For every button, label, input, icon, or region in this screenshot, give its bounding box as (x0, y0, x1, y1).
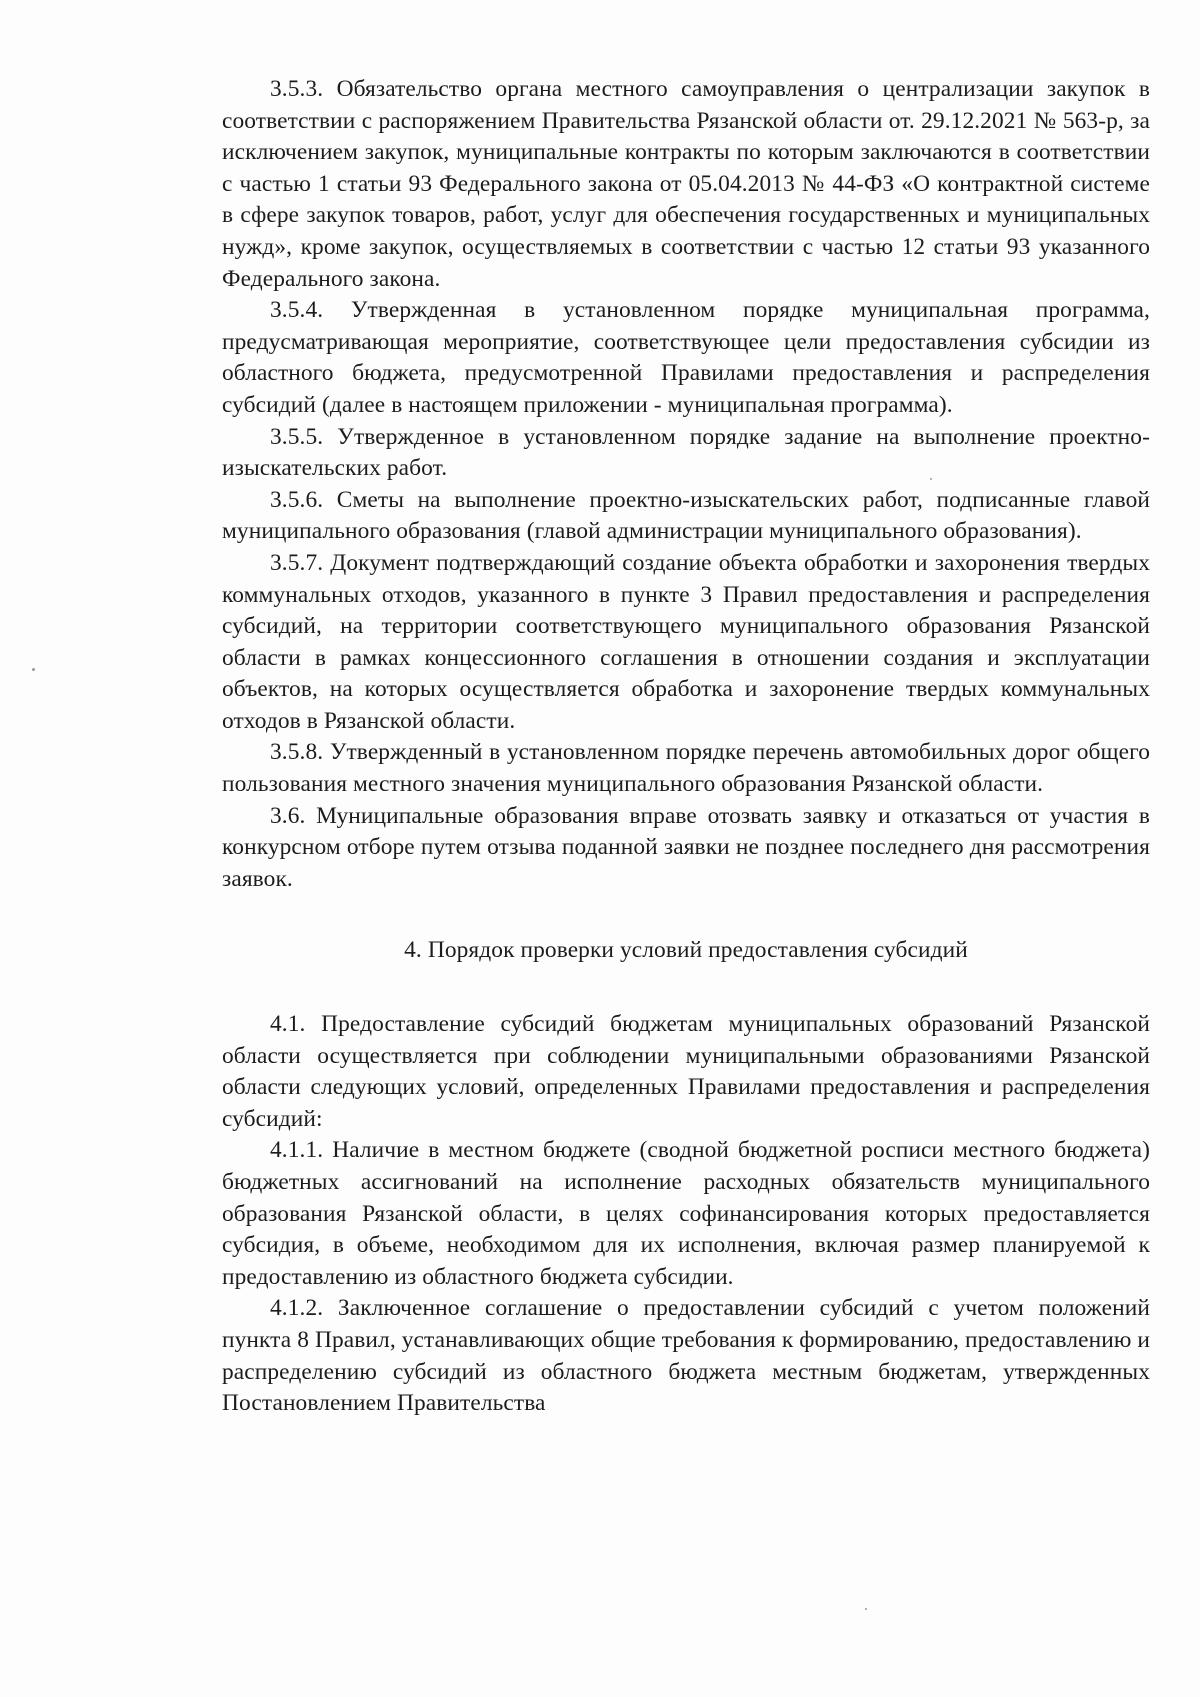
paragraph-3-5-6: 3.5.6. Сметы на выполнение проектно-изыскательских работ, подписанные главой муниципального образования (главой администрации муниципального образования). (222, 486, 1150, 545)
paragraph-4-1: 4.1. Предоставление субсидий бюджетам муниципальных образований Рязанской области осуществляется при соблюдении муниципальными образованиями Рязанской области следующих условий, определенных Правилами предоставления и распределения субсидий: (222, 1011, 1150, 1132)
paragraph-4-1-2: 4.1.2. Заключенное соглашение о предоставлении субсидий с учетом положений пункта 8 Правил, устанавливающих общие требования к формированию, предоставлению и распределению субсидий из областного бюджета местным бюджетам, утвержденных Постановлением Правительства (222, 1295, 1150, 1417)
paragraph-3-5-3: 3.5.3. Обязательство органа местного самоуправления о централизации закупок в соответствии с распоряжением Правительства Рязанской области от. 29.12.2021 № 563-р, за исключением закупок, муниципальные контракты по которым заключаются в соответствии с частью 1 статьи 93 Федерального закона от 05.04.2013 № 44-ФЗ «О контрактной системе в сфере закупок товаров, работ, услуг для обеспечения государственных и муниципальных нужд», кроме закупок, осуществляемых в соответствии с частью 12 статьи 93 указанного Федерального закона. (222, 76, 1150, 292)
section-heading: 4. Порядок проверки условий предоставления субсидий (404, 937, 968, 964)
scan-speck (32, 668, 35, 671)
paragraph-3-5-4: 3.5.4. Утвержденная в установленном порядке муниципальная программа, предусматривающая мероприятие, соответствующее цели предоставления субсидии из областного бюджета, предусмотренной Правилами предоставления и распределения субсидий (далее в настоящем приложении - муниципальная программа). (222, 297, 1150, 418)
paragraph-3-6: 3.6. Муниципальные образования вправе отозвать заявку и отказаться от участия в конкурсном отборе путем отзыва поданной заявки не позднее последнего дня рассмотрения заявок. (222, 802, 1150, 892)
paragraph-4-1-1: 4.1.1. Наличие в местном бюджете (сводной бюджетной росписи местного бюджета) бюджетных ассигнований на исполнение расходных обязательств муниципального образования Рязанской области, в целях софинансирования которых предоставляется субсидия, в объеме, необходимом для их исполнения, включая размер планируемой к предоставлению из областного бюджета субсидии. (222, 1137, 1150, 1290)
scan-speck (865, 1608, 867, 1610)
paragraph-3-5-5: 3.5.5. Утвержденное в установленном порядке задание на выполнение проектно-изыскательских работ. (222, 423, 1150, 482)
document-body (222, 74, 1150, 1420)
paragraph-3-5-8: 3.5.8. Утвержденный в установленном порядке перечень автомобильных дорог общего пользования местного значения муниципального образования Рязанской области. (222, 739, 1150, 798)
paragraph-3-5-7: 3.5.7. Документ подтверждающий создание объекта обработки и захоронения твердых коммунальных отходов, указанного в пункте 3 Правил предоставления и распределения субсидий, на территории соответствующего муниципального образования Рязанской области в рамках концессионного соглашения в отношении создания и эксплуатации объектов, на которых осуществляется обработка и захоронение твердых коммунальных отходов в Рязанской области. (222, 549, 1150, 734)
